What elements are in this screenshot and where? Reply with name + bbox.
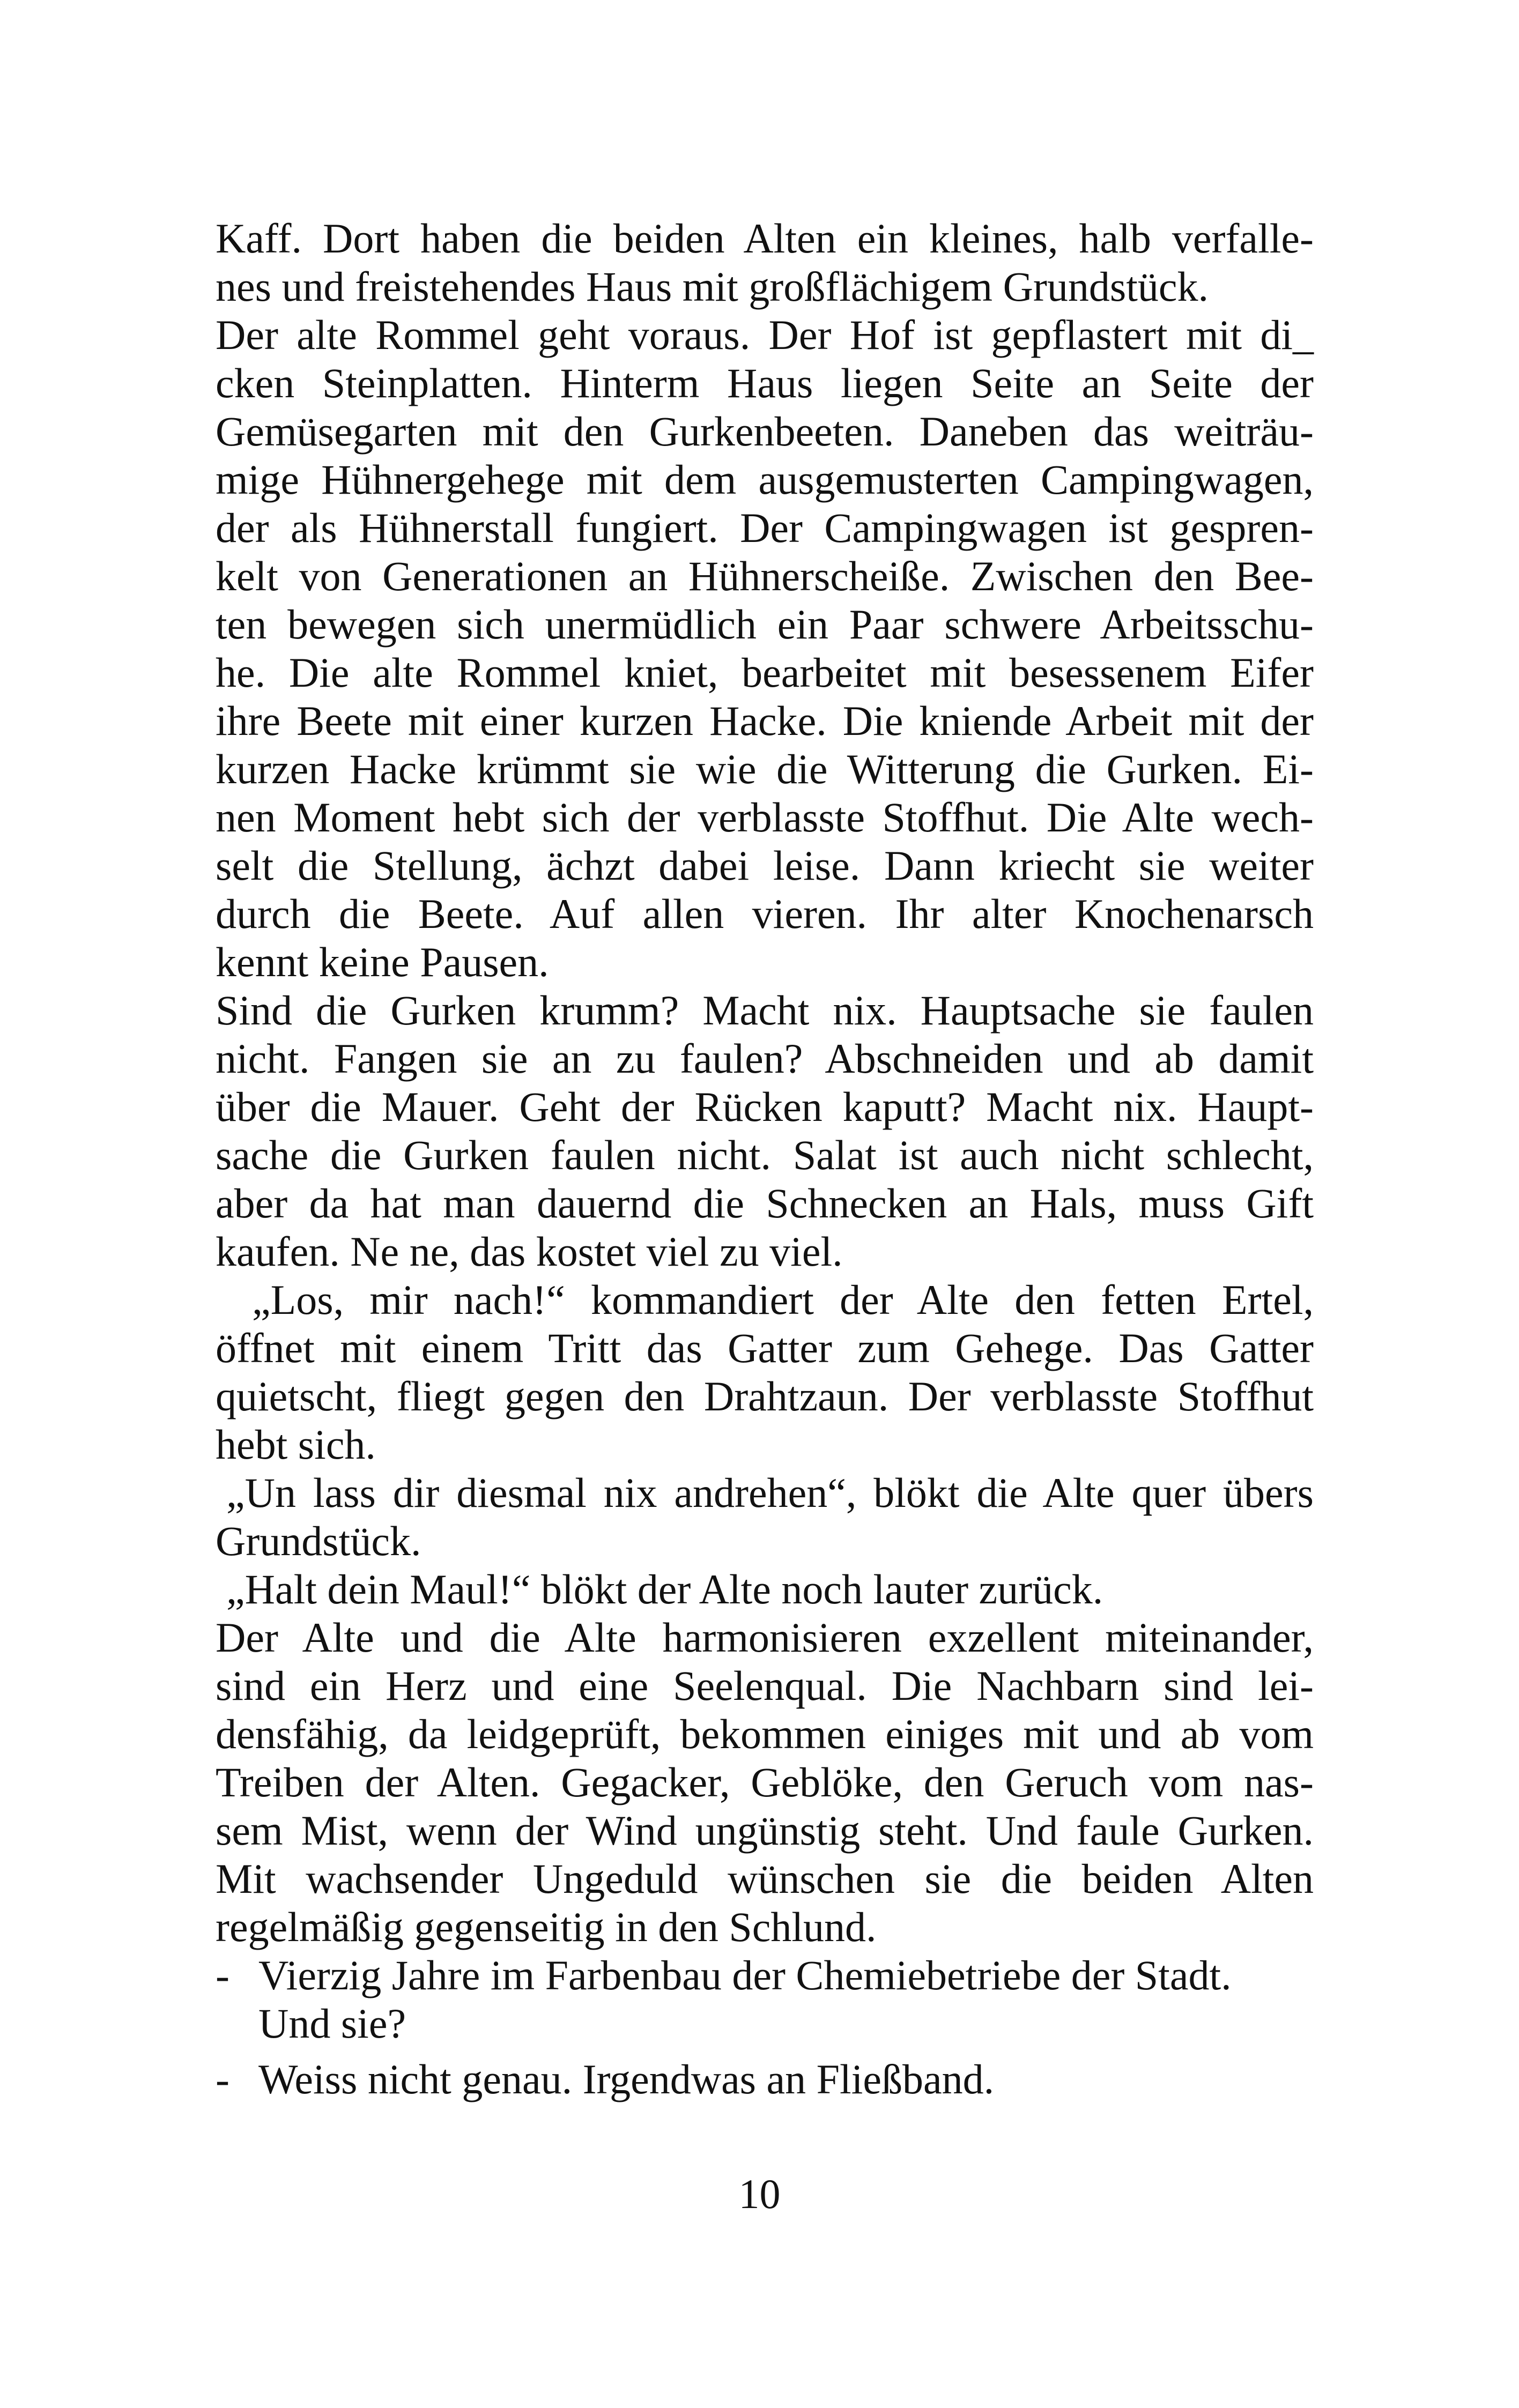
text-line: Mit wachsender Ungeduld wünschen sie die beiden Alten	[216, 1855, 1314, 1902]
dialogue-text: Und sie?	[258, 2000, 406, 2047]
text-line: kennt keine Pausen.	[216, 939, 549, 985]
text-line: sache die Gurken faulen nicht. Salat ist auch nicht schlecht,	[216, 1132, 1314, 1178]
text-line: Treiben der Alten. Gegacker, Geblöke, den Geruch vom nas-	[216, 1759, 1314, 1805]
text-line: öffnet mit einem Tritt das Gatter zum Gehege. Das Gatter	[216, 1325, 1314, 1371]
dialogue-line	[216, 2055, 1314, 2104]
dialogue-text: Vierzig Jahre im Farbenbau der Chemiebetriebe der Stadt.	[258, 1952, 1232, 1998]
dialogue-text: Weiss nicht genau. Irgendwas an Fließband.	[258, 2056, 995, 2102]
body-text	[216, 214, 1314, 2104]
text-line: densfähig, da leidgeprüft, bekommen einiges mit und ab vom	[216, 1711, 1314, 1757]
text-line: sem Mist, wenn der Wind ungünstig steht. Und faule Gurken.	[216, 1807, 1314, 1854]
text-line: hebt sich.	[216, 1421, 376, 1468]
text-line: durch die Beete. Auf allen vieren. Ihr alter Knochenarsch	[216, 890, 1314, 937]
text-line: aber da hat man dauernd die Schnecken an Hals, muss Gift	[216, 1180, 1314, 1227]
text-line: Grundstück.	[216, 1518, 421, 1564]
text-line: quietscht, fliegt gegen den Drahtzaun. Der verblasste Stoffhut	[216, 1373, 1314, 1419]
dialogue-line	[216, 1951, 1314, 2000]
text-line: nes und freistehendes Haus mit großflächigem Grundstück.	[216, 263, 1209, 310]
dialogue-line	[216, 2000, 1314, 2048]
text-line: „Halt dein Maul!“ blökt der Alte noch lauter zurück.	[226, 1566, 1103, 1612]
text-line: Sind die Gurken krumm? Macht nix. Hauptsache sie faulen	[216, 987, 1314, 1034]
dialogue-dash: -	[216, 2056, 229, 2102]
text-line: mige Hühnergehege mit dem ausgemusterten Campingwagen,	[216, 456, 1314, 503]
text-line: „Un lass dir diesmal nix andrehen“, blökt die Alte quer übers	[226, 1469, 1314, 1516]
text-line: sind ein Herz und eine Seelenqual. Die Nachbarn sind lei-	[216, 1662, 1314, 1709]
text-line: nen Moment hebt sich der verblasste Stoffhut. Die Alte wech-	[216, 794, 1314, 841]
text-line: selt die Stellung, ächzt dabei leise. Dann kriecht sie weiter	[216, 842, 1314, 889]
text-line: ten bewegen sich unermüdlich ein Paar schwere Arbeitsschu-	[216, 601, 1314, 648]
text-line: Der Alte und die Alte harmonisieren exzellent miteinander,	[216, 1614, 1314, 1661]
text-line: kelt von Generationen an Hühnerscheiße. Zwischen den Bee-	[216, 553, 1314, 599]
text-line: Kaff. Dort haben die beiden Alten ein kleines, halb verfalle-	[216, 215, 1314, 262]
text-line: über die Mauer. Geht der Rücken kaputt? Macht nix. Haupt-	[216, 1083, 1314, 1130]
text-line: he. Die alte Rommel kniet, bearbeitet mit besessenem Eifer	[216, 649, 1314, 696]
dialogue-dash: -	[216, 1952, 229, 1998]
text-line: kaufen. Ne ne, das kostet viel zu viel.	[216, 1228, 843, 1275]
text-line: Gemüsegarten mit den Gurkenbeeten. Daneben das weiträu-	[216, 408, 1314, 455]
text-line: ihre Beete mit einer kurzen Hacke. Die kniende Arbeit mit der	[216, 697, 1314, 744]
text-line: nicht. Fangen sie an zu faulen? Abschneiden und ab damit	[216, 1035, 1314, 1082]
text-line: kurzen Hacke krümmt sie wie die Witterung die Gurken. Ei-	[216, 746, 1314, 792]
text-line: „Los, mir nach!“ kommandiert der Alte den fetten Ertel,	[252, 1276, 1314, 1323]
text-line: der als Hühnerstall fungiert. Der Campingwagen ist gespren-	[216, 504, 1314, 551]
text-line: regelmäßig gegenseitig in den Schlund.	[216, 1904, 877, 1950]
text-line: Der alte Rommel geht voraus. Der Hof ist gepflastert mit di_	[216, 311, 1314, 358]
text-line: cken Steinplatten. Hinterm Haus liegen Seite an Seite der	[216, 360, 1314, 406]
page-number: 10	[738, 2171, 781, 2217]
